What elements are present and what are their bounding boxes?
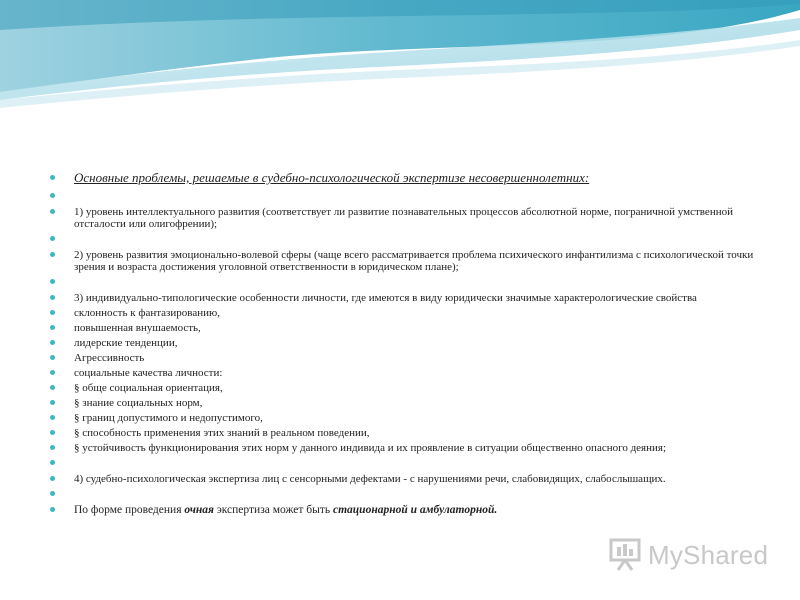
empty-bullet (48, 276, 760, 286)
bullet-item: социальные качества личности: (48, 367, 760, 379)
bullet-item: § границ допустимого и недопустимого, (48, 412, 760, 424)
bullet-item: § способность применения этих знаний в реальном поведении, (48, 427, 760, 439)
bullet-item: § обще социальная ориентация, (48, 382, 760, 394)
bullet-item: § знание социальных норм, (48, 397, 760, 409)
empty-bullet (48, 233, 760, 243)
final-bold2: стационарной и амбулаторной. (332, 504, 498, 516)
empty-bullet (48, 488, 760, 498)
empty-bullet (48, 190, 760, 200)
watermark-logo (606, 536, 776, 576)
slide-content (48, 170, 760, 519)
empty-bullet (48, 457, 760, 467)
bullet-item: 2) уровень развития эмоционально-волевой сферы (чаще всего рассматривается проблема психического инфантилизма с психологической точки зрения и возраста достижения уголовной ответственности в юридическом плане); (48, 249, 760, 273)
bullet-item: 1) уровень интеллектуального развития (соответствует ли развитие познавательных процессов абсолютной норме, пограничной умственной отсталости или олигофрении); (48, 206, 760, 230)
bullet-final (48, 504, 760, 516)
slide-heading: Основные проблемы, решаемые в судебно-психологической экспертизе несовершеннолетних: (48, 170, 760, 185)
bullet-item: повышенная внушаемость, (48, 322, 760, 334)
bullet-item: § устойчивость функционирования этих норм у данного индивида и их проявление в ситуации общественно опасного деяния; (48, 442, 760, 454)
bullet-item: лидерские тенденции, (48, 337, 760, 349)
bullet-item: 3) индивидуально-типологические особенности личности, где имеются в виду юридически значимые характерологические свойства (48, 292, 760, 304)
header-wave-decoration (0, 0, 800, 110)
final-part1: По форме проведения (74, 504, 185, 516)
final-bold1: очная (184, 504, 214, 516)
final-part2: экспертиза может быть (213, 504, 333, 516)
bullet-item: Агрессивность (48, 352, 760, 364)
bullet-item: склонность к фантазированию, (48, 307, 760, 319)
bullet-item: 4) судебно-психологическая экспертиза лиц с сенсорными дефектами - с нарушениями речи, слабовидящих, слабослышащих. (48, 473, 760, 485)
bullet-list (48, 170, 760, 516)
watermark-text: MyShared (648, 540, 769, 570)
presentation-icon (608, 536, 644, 572)
